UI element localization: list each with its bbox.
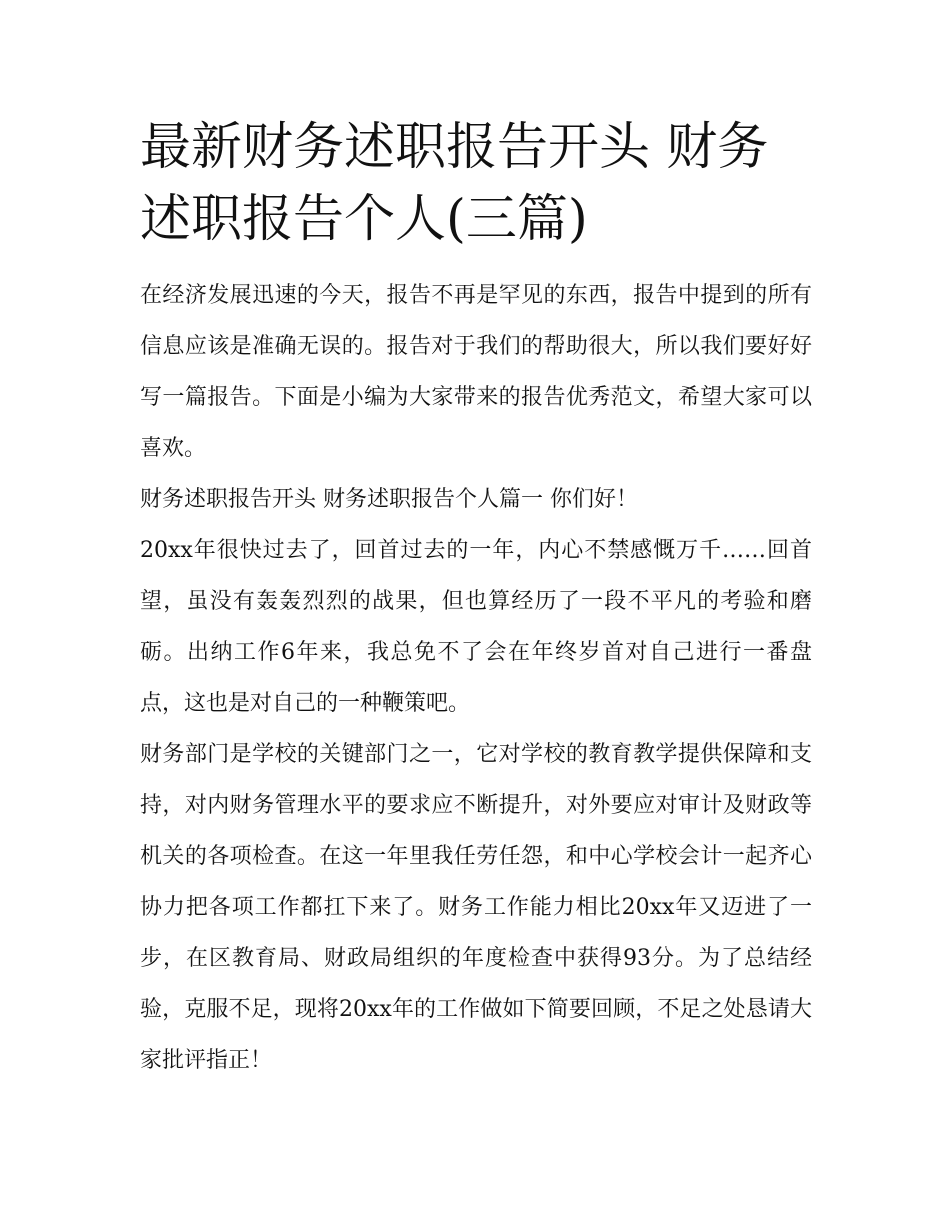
body-paragraph-1: 20xx年很快过去了，回首过去的一年，内心不禁感慨万千……回首望，虽没有轰轰烈烈的战果，但也算经历了一段不平凡的考验和磨砺。出纳工作6年来，我总免不了会在年终岁首对自己进行一番盘点，这也是对自己的一种鞭策吧。 <box>140 538 812 716</box>
document-title: 最新财务述职报告开头 财务述职报告个人(三篇) <box>140 118 769 249</box>
body-paragraph-2: 财务部门是学校的关键部门之一，它对学校的教育教学提供保障和支持，对内财务管理水平的要求应不断提升，对外要应对审计及财政等机关的各项检查。在这一年里我任劳任怨，和中心学校会计一起齐心协力把各项工作都扛下来了。财务工作能力相比20xx年又迈进了一步，在区教育局、财政局组织的年度检查中获得93分。为了总结经验，克服不足，现将20xx年的工作做如下简要回顾，不足之处恳请大家批评指正！ <box>140 742 812 1073</box>
intro-paragraph: 在经济发展迅速的今天，报告不再是罕见的东西，报告中提到的所有信息应该是准确无误的。报告对于我们的帮助很大，所以我们要好好写一篇报告。下面是小编为大家带来的报告优秀范文，希望大家可以喜欢。 <box>140 283 812 461</box>
section-heading-paragraph: 财务述职报告开头 财务述职报告个人篇一 你们好！ <box>140 487 638 512</box>
document-page <box>140 112 812 1086</box>
